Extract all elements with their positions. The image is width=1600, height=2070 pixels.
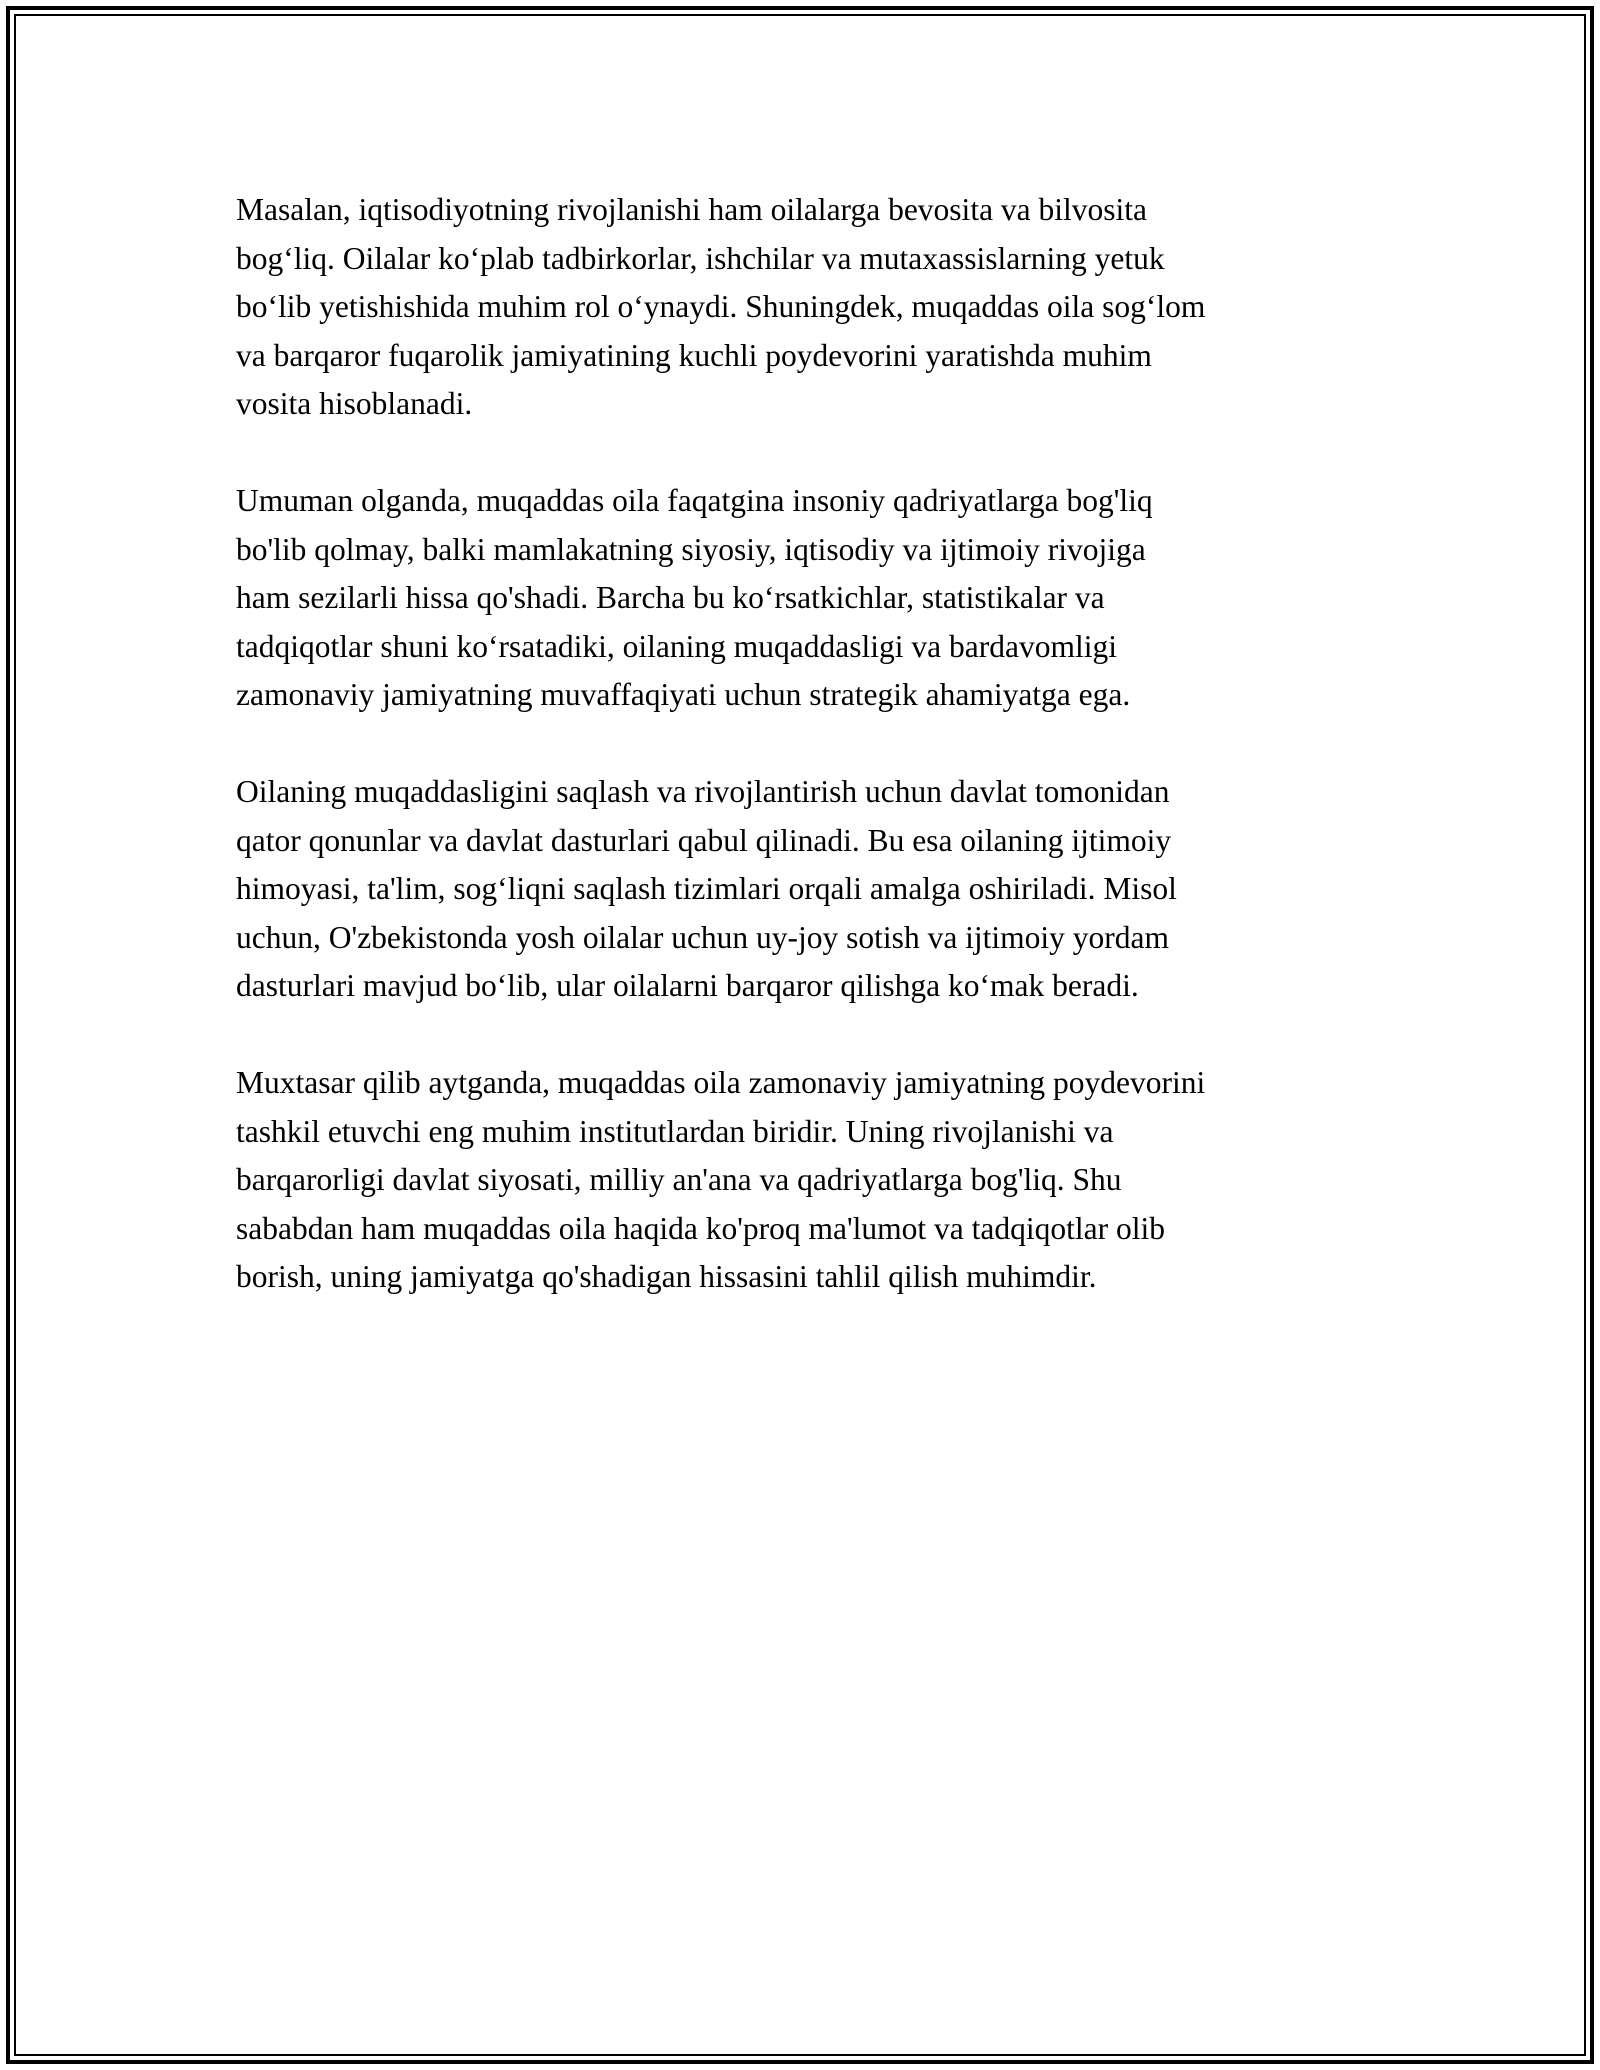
- paragraph-3: Oilaning muqaddasligini saqlash va rivojlantirish uchun davlat tomonidan qator qonunlar va davlat dasturlari qabul qilinadi. Bu esa oilaning ijtimoiy himoyasi, ta'lim, sog‘liqni saqlash tizimlari orqali amalga oshiriladi. Misol uchun, O'zbekistonda yosh oilalar uchun uy-joy sotish va ijtimoiy yordam dasturlari mavjud bo‘lib, ular oilalarni barqaror qilishga ko‘mak beradi.: [236, 774, 1177, 1003]
- paragraph-2: Umuman olganda, muqaddas oila faqatgina insoniy qadriyatlarga bog'liq bo'lib qolmay, balki mamlakatning siyosiy, iqtisodiy va ijtimoiy rivojiga ham sezilarli hissa qo'shadi. Barcha bu ko‘rsatkichlar, statistikalar va tadqiqotlar shuni ko‘rsatadiki, oilaning muqaddasligi va bardavomligi zamonaviy jamiyatning muvaffaqiyati uchun strategik ahamiyatga ega.: [236, 483, 1153, 712]
- paragraph-4: Muxtasar qilib aytganda, muqaddas oila zamonaviy jamiyatning poydevorini tashkil etuvchi eng muhim institutlardan biridir. Uning rivojlanishi va barqarorligi davlat siyosati, milliy an'ana va qadriyatlarga bog'liq. Shu sababdan ham muqaddas oila haqida ko'proq ma'lumot va tadqiqotlar olib borish, uning jamiyatga qo'shadigan hissasini tahlil qilish muhimdir.: [236, 1065, 1206, 1294]
- document-body: [236, 186, 1386, 1350]
- paragraph-1: Masalan, iqtisodiyotning rivojlanishi ham oilalarga bevosita va bilvosita bog‘liq. Oilalar ko‘plab tadbirkorlar, ishchilar va mutaxassislarning yetuk bo‘lib yetishishida muhim rol o‘ynaydi. Shuningdek, muqaddas oila sog‘lom va barqaror fuqarolik jamiyatining kuchli poydevorini yaratishda muhim vosita hisoblanadi.: [236, 192, 1206, 421]
